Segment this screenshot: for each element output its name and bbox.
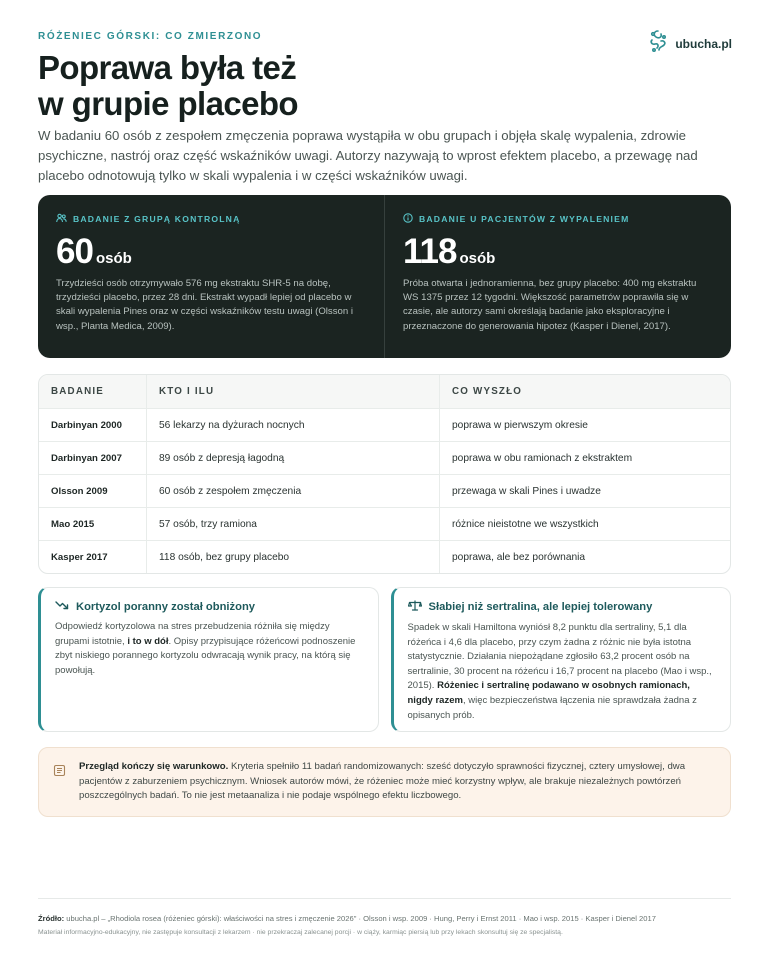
cell-study: Darbinyan 2007 — [51, 452, 122, 464]
stat-unit: osób — [459, 250, 496, 267]
column-header: BADANIE — [51, 386, 105, 397]
cell-result: poprawa w obu ramionach z ekstraktem — [439, 442, 730, 474]
stat-description: Trzydzieści osób otrzymywało 576 mg ekstraktu SHR-5 na dobę, trzydzieści placebo, przez 28 dni. Ekstrakt wypadł lepiej od placebo w skali wypalenia Pines oraz w części wskaźników testu uwagi (Olsson i wsp., Planta Medica, 2009). — [56, 278, 353, 332]
stat-description: Próba otwarta i jednoramienna, bez grupy placebo: 400 mg ekstraktu WS 1375 przez 12 tygodni. Większość parametrów poprawiła się w czasie, ale autorzy sami określają badanie jako eksploracyjne i przeznaczone do generowania hipotez (Kasper i Dienel, 2017). — [403, 278, 697, 332]
card-body — [55, 620, 364, 678]
logo-icon — [647, 28, 669, 59]
stat-label-text: BADANIE U PACJENTÓW Z WYPALENIEM — [419, 214, 630, 224]
intro-paragraph: W badaniu 60 osób z zespołem zmęczenia poprawa wystąpiła w obu grupach i objęła skalę wypalenia, zdrowie psychiczne, nastrój oraz część wskaźników uwagi. Autorzy nazywają to wprost efektem placebo, a przewagę nad placebo odnotowują tylko w skali wypalenia i w części wskaźników uwagi. — [38, 128, 698, 183]
source-text: ubucha.pl – „Rhodiola rosea (różeniec górski): właściwości na stres i zmęczenie 2026" · Olsson i wsp. 2009 · Hung, Perry i Ernst 2011 · Mao i wsp. 2015 · Kasper i Dienel 2017 — [64, 914, 656, 923]
brand-logo[interactable] — [647, 28, 732, 59]
card-title-text: Kortyzol poranny został obniżony — [76, 600, 256, 613]
card-sertraline — [391, 587, 732, 732]
card-body-text: Odpowiedź kortyzolowa na stres przebudzenia różniła się między grupami istotnie, — [55, 621, 330, 647]
card-body-text: Spadek w skali Hamiltona wyniósł 8,2 punktu dla sertraliny, 5,1 dla różeńca i 4,6 dla placebo, przy czym żadna z różnic nie była istotna statystycznie. Działania niepożądane zgłosiło 63,2 procent osób na sertralinie, 30 procent na różeńcu i 16,7 procent na placebo (Mao i wsp., 2015). — [407, 622, 712, 692]
cell-participants: 56 lekarzy na dyżurach nocnych — [146, 409, 439, 441]
column-header: CO WYSZŁO — [439, 375, 730, 408]
table-row — [39, 474, 730, 507]
stat-value — [403, 233, 713, 271]
card-body-text: , więc bezpieczeństwa łączenia nie sprawdzała żadna z opisanych prób. — [407, 694, 697, 721]
cell-result: poprawa w pierwszym okresie — [439, 409, 730, 441]
scale-icon — [408, 600, 422, 614]
note-emphasis: Przegląd kończy się warunkowo. — [79, 761, 229, 772]
logo-name: ubucha.pl — [675, 36, 732, 51]
card-cortisol — [38, 587, 379, 732]
card-title — [55, 600, 364, 613]
source-label: Źródło: — [38, 914, 65, 923]
card-body — [408, 621, 717, 723]
stat-label-text: BADANIE Z GRUPĄ KONTROLNĄ — [73, 214, 241, 224]
table-row — [39, 408, 730, 441]
callout-cards — [38, 587, 731, 732]
users-icon — [56, 213, 67, 225]
footer — [38, 898, 731, 936]
stat-value — [56, 233, 366, 271]
cell-result: poprawa, ale bez porównania — [439, 541, 730, 573]
kicker: RÓŻENIEC GÓRSKI: CO ZMIERZONO — [38, 31, 263, 42]
disclaimer: Materiał informacyjno-edukacyjny, nie zastępuje konsultacji z lekarzem · nie przekraczaj zalecanej porcji · w ciąży, karmiąc piersią lub przy lekach skonsultuj się ze specjalistą. — [38, 929, 563, 936]
card-title — [408, 600, 717, 614]
trend-down-icon — [55, 600, 69, 613]
cell-study: Kasper 2017 — [51, 551, 108, 563]
document-icon — [53, 764, 66, 782]
table-row — [39, 507, 730, 540]
card-body-emphasis: Różeniec i sertralinę podawano w osobnych ramionach, nigdy razem — [407, 680, 690, 706]
card-body-emphasis: i to w dół — [127, 635, 169, 647]
stat-burnout-trial — [384, 195, 731, 358]
cell-participants: 60 osób z zespołem zmęczenia — [146, 475, 439, 507]
cell-participants: 118 osób, bez grupy placebo — [146, 541, 439, 573]
cell-study: Darbinyan 2000 — [51, 419, 122, 431]
info-icon — [403, 213, 413, 225]
title-line-2: w grupie placebo — [38, 85, 298, 122]
stat-unit: osób — [95, 250, 132, 267]
table-row — [39, 540, 730, 573]
stat-controlled-trial — [38, 195, 384, 358]
stat-number: 60 — [56, 232, 93, 271]
stat-label — [56, 213, 366, 225]
cell-study: Mao 2015 — [51, 518, 95, 530]
cell-participants: 89 osób z depresją łagodną — [146, 442, 439, 474]
review-note — [38, 747, 731, 817]
column-header: KTO I ILU — [146, 375, 439, 408]
page-title — [38, 50, 598, 122]
source-line — [38, 913, 731, 924]
table-row — [39, 441, 730, 474]
title-line-1: Poprawa była też — [38, 49, 297, 86]
stats-panel — [38, 195, 731, 358]
card-title-text: Słabiej niż sertralina, ale lepiej tolerowany — [428, 601, 653, 613]
stat-label — [403, 213, 713, 225]
cell-result: przewaga w skali Pines i uwadze — [439, 475, 730, 507]
cell-result: różnice nieistotne we wszystkich — [439, 508, 730, 540]
note-text — [79, 760, 716, 804]
card-body-text: . Opisy przypisujące różeńcowi podnoszenie zbyt niskiego porannego kortyzolu odwracają wynik pracy, na którą się powołują. — [55, 635, 356, 676]
cell-participants: 57 osób, trzy ramiona — [146, 508, 439, 540]
studies-table — [38, 374, 731, 574]
table-header-row — [39, 375, 730, 408]
stat-number: 118 — [403, 232, 457, 271]
cell-study: Olsson 2009 — [51, 485, 108, 497]
note-body: Kryteria spełniło 11 badań randomizowanych: sześć dotyczyło sprawności fizycznej, cztery umysłowej, dwa pacjentów z zaburzeniem psychicznym. Wniosek autorów mówi, że różeniec może mieć korzystny wpływ, ale brakuje niezależnych powtórzeń poszczególnych badań. To nie jest metaanaliza i nie podaje wspólnego efektu liczbowego. — [79, 761, 686, 802]
